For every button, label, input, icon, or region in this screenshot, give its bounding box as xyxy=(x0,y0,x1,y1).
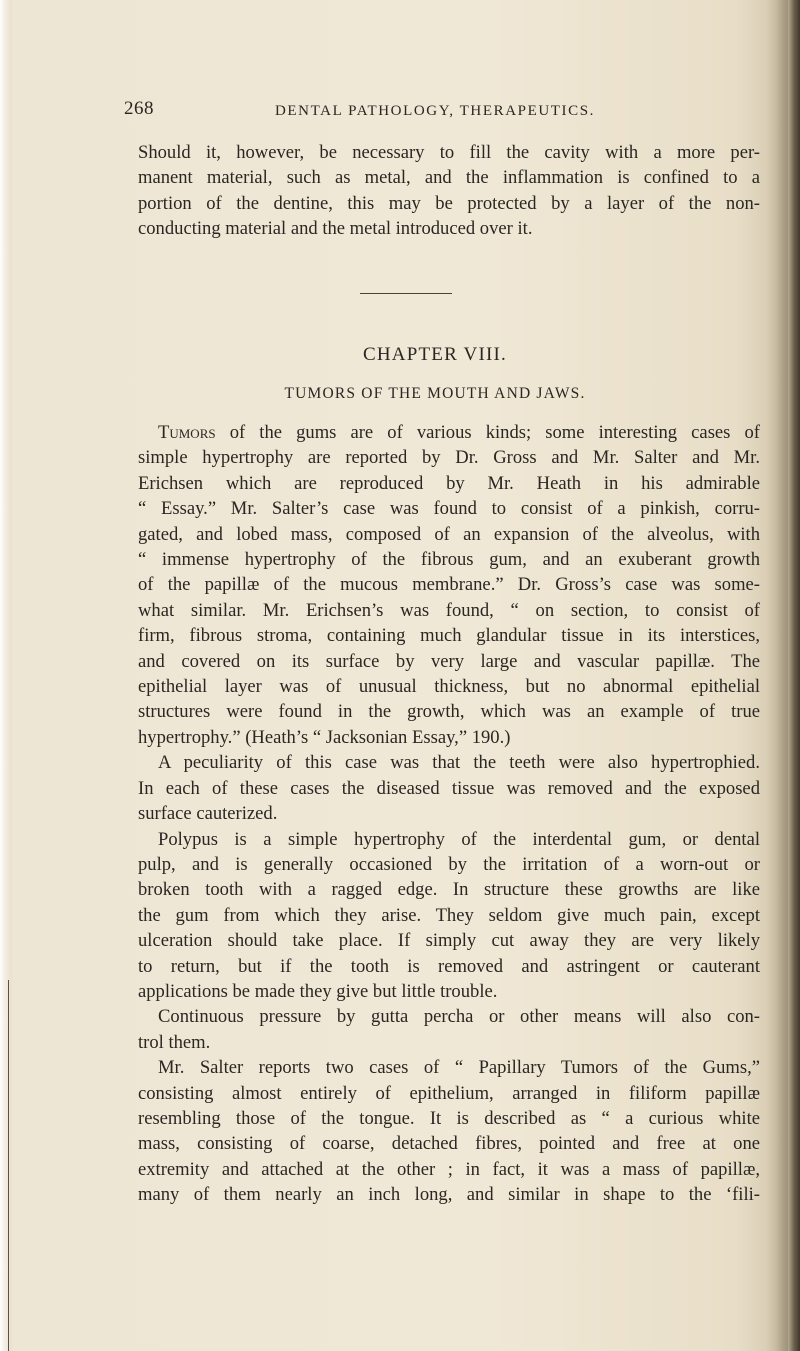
text-line: structures were found in the growth, which was an example of true xyxy=(138,701,760,723)
text-line: firm, fibrous stroma, containing much glandular tissue in its interstices, xyxy=(138,625,760,647)
text-line: “ Essay.” Mr. Salter’s case was found to consist of a pinkish, corru- xyxy=(138,498,760,520)
text-line: In each of these cases the diseased tissue was removed and the exposed xyxy=(138,777,760,799)
page-gutter-shadow xyxy=(766,0,788,1351)
text-line: mass, consisting of coarse, detached fibres, pointed and free at one xyxy=(138,1133,760,1155)
section-divider xyxy=(360,293,452,294)
text-line: gated, and lobed mass, composed of an expansion of the alveolus, with xyxy=(138,523,760,545)
text-line: simple hypertrophy are reported by Dr. Gross and Mr. Salter and Mr. xyxy=(138,447,760,469)
text-line: trol them. xyxy=(138,1031,211,1053)
text-line: hypertrophy.” (Heath’s “ Jacksonian Essay,” 190.) xyxy=(138,726,511,748)
binding-line xyxy=(8,980,9,1351)
text-line: epithelial layer was of unusual thickness, but no abnormal epithelial xyxy=(138,676,760,698)
chapter-body xyxy=(138,420,760,1208)
text-line: conducting material and the metal introduced over it. xyxy=(138,218,533,240)
text-line: pulp, and is generally occasioned by the irritation of a worn-out or xyxy=(138,853,760,875)
text-line: Mr. Salter reports two cases of “ Papillary Tumors of the Gums,” xyxy=(158,1057,760,1079)
running-head xyxy=(100,100,770,130)
text-line: applications be made they give but little trouble. xyxy=(138,980,498,1002)
text-line: ulceration should take place. If simply cut away they are very likely xyxy=(138,930,760,952)
text-line: “ immense hypertrophy of the fibrous gum, and an exuberant growth xyxy=(138,549,760,571)
opening-paragraph xyxy=(138,140,760,242)
text-line: consisting almost entirely of epithelium, arranged in filiform papillæ xyxy=(138,1082,760,1104)
page-left-margin xyxy=(0,0,12,1351)
chapter-heading: CHAPTER VIII. xyxy=(362,344,508,365)
text-line: extremity and attached at the other ; in fact, it was a mass of papillæ, xyxy=(138,1158,760,1180)
text-line: Continuous pressure by gutta percha or other means will also con- xyxy=(158,1006,760,1028)
text-line: Should it, however, be necessary to fill the cavity with a more per- xyxy=(138,142,760,163)
page-right-edge xyxy=(788,0,800,1351)
text-line: A peculiarity of this case was that the teeth were also hypertrophied. xyxy=(158,752,760,774)
text-line: to return, but if the tooth is removed and astringent or cauterant xyxy=(138,955,760,977)
chapter-subheading: TUMORS OF THE MOUTH AND JAWS. xyxy=(284,385,586,402)
text-line: manent material, such as metal, and the inflammation is confined to a xyxy=(138,167,760,189)
text-line: Tumors of the gums are of various kinds; some interesting cases of xyxy=(158,422,760,443)
running-head-title: DENTAL PATHOLOGY, THERAPEUTICS. xyxy=(274,103,596,119)
text-line: resembling those of the tongue. It is described as “ a curious white xyxy=(138,1107,760,1129)
text-line: Polypus is a simple hypertrophy of the interdental gum, or dental xyxy=(158,828,760,850)
paragraph-lead-word: Tumors xyxy=(158,422,216,443)
text-line: what similar. Mr. Erichsen’s was found, “ on section, to consist of xyxy=(138,599,760,621)
text-line: many of them nearly an inch long, and similar in shape to the ‘fili- xyxy=(138,1184,760,1206)
text-line: broken tooth with a ragged edge. In structure these growths are like xyxy=(138,879,760,901)
text-line: surface cauterized. xyxy=(138,803,278,825)
text-line: the gum from which they arise. They seldom give much pain, except xyxy=(138,904,760,926)
text-line: portion of the dentine, this may be protected by a layer of the non- xyxy=(138,192,760,214)
text-line: of the papillæ of the mucous membrane.” Dr. Gross’s case was some- xyxy=(138,574,760,596)
text-line: Erichsen which are reproduced by Mr. Heath in his admirable xyxy=(138,472,760,494)
text-line: and covered on its surface by very large and vascular papillæ. The xyxy=(138,650,760,672)
page-number: 268 xyxy=(124,98,154,119)
